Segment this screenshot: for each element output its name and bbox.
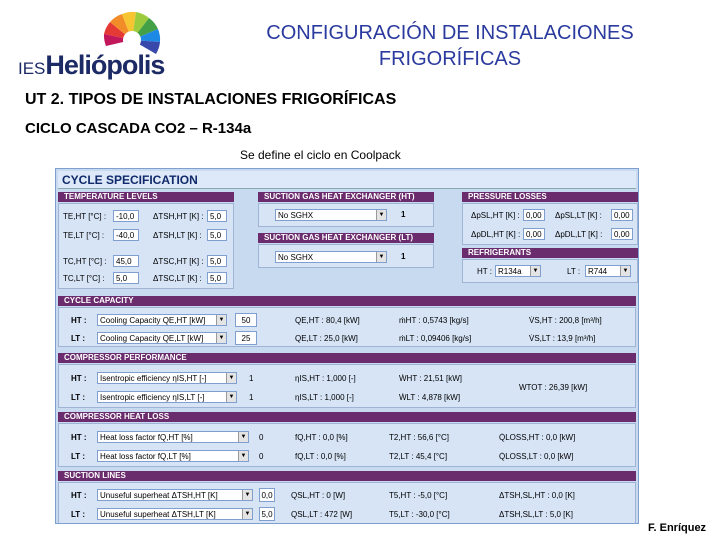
sghx-ht-panel bbox=[258, 203, 434, 227]
dpdl-ht-label: ΔpDL,HT [K] : bbox=[471, 230, 521, 239]
sl-ht-select[interactable]: Unuseful superheat ΔTSH,HT [K] ▼ bbox=[97, 489, 253, 501]
comp-lt-select[interactable]: Isentropic efficiency ηIS,LT [-] ▼ bbox=[97, 391, 237, 403]
coolpack-cycle-specification-window bbox=[55, 168, 639, 524]
dpsl-lt-input[interactable]: 0,00 bbox=[611, 209, 633, 221]
refrigerants-header: REFRIGERANTS bbox=[462, 248, 638, 258]
note-text: Se define el ciclo en Coolpack bbox=[240, 148, 401, 162]
chevron-down-icon: ▼ bbox=[226, 392, 236, 402]
te-lt-input[interactable]: -40,0 bbox=[113, 229, 139, 241]
cap-lt-select[interactable]: Cooling Capacity QE,LT [kW] ▼ bbox=[97, 332, 227, 344]
sl-result-q-lt: QSL,LT : 472 [W] bbox=[291, 510, 353, 519]
chevron-down-icon: ▼ bbox=[226, 373, 236, 383]
dtsc-lt-input[interactable]: 5,0 bbox=[207, 272, 227, 284]
title-line-2: FRIGORÍFICAS bbox=[378, 48, 522, 70]
chevron-down-icon: ▼ bbox=[376, 252, 386, 262]
comp-ht-value: 1 bbox=[249, 374, 254, 383]
dtsc-lt-label: ΔTSC,LT [K] : bbox=[153, 274, 202, 283]
logo-wordmark: IESHeliópolis bbox=[18, 50, 165, 80]
dpsl-lt-label: ΔpSL,LT [K] : bbox=[555, 211, 602, 220]
dtsc-ht-input[interactable]: 5,0 bbox=[207, 255, 227, 267]
ref-ht-label: HT : bbox=[477, 267, 492, 276]
comp-result-w-lt: ẆLT : 4,878 [kW] bbox=[399, 393, 461, 402]
hl-result-t2-ht: T2,HT : 56,6 [°C] bbox=[389, 433, 449, 442]
hl-result-fq-lt: fQ,LT : 0,0 [%] bbox=[295, 452, 346, 461]
temperature-levels-header: TEMPERATURE LEVELS bbox=[58, 192, 234, 202]
compressor-performance-panel bbox=[58, 364, 636, 408]
hl-result-t2-lt: T2,LT : 45,4 [°C] bbox=[389, 452, 448, 461]
hl-result-qloss-lt: Q̇LOSS,LT : 0,0 [kW] bbox=[499, 452, 574, 461]
chevron-down-icon: ▼ bbox=[242, 509, 252, 519]
sl-lt-label: LT : bbox=[71, 510, 86, 519]
sl-ht-input[interactable]: 0,0 bbox=[259, 488, 275, 502]
sl-result-q-ht: QSL,HT : 0 [W] bbox=[291, 491, 346, 500]
suction-lines-panel bbox=[58, 482, 636, 524]
hl-lt-select[interactable]: Heat loss factor fQ,LT [%] ▼ bbox=[97, 450, 249, 462]
comp-result-eta-ht: ηIS,HT : 1,000 [-] bbox=[295, 374, 356, 383]
chevron-down-icon: ▼ bbox=[216, 315, 226, 325]
ref-ht-select[interactable]: R134a ▼ bbox=[495, 265, 541, 277]
comp-ht-select[interactable]: Isentropic efficiency ηIS,HT [-] ▼ bbox=[97, 372, 237, 384]
sghx-ht-select[interactable]: No SGHX ▼ bbox=[275, 209, 387, 221]
sl-result-dtsh-lt: ΔTSH,SL,LT : 5,0 [K] bbox=[499, 510, 573, 519]
hl-ht-select[interactable]: Heat loss factor fQ,HT [%] ▼ bbox=[97, 431, 249, 443]
tc-ht-label: TC,HT [°C] : bbox=[63, 257, 107, 266]
title-line-1: CONFIGURACIÓN DE INSTALACIONES bbox=[266, 22, 634, 44]
chevron-down-icon: ▼ bbox=[530, 266, 540, 276]
chevron-down-icon: ▼ bbox=[376, 210, 386, 220]
tc-lt-input[interactable]: 5,0 bbox=[113, 272, 139, 284]
author-credit: F. Enríquez bbox=[648, 522, 707, 534]
dtsh-ht-label: ΔTSH,HT [K] : bbox=[153, 212, 204, 221]
te-ht-input[interactable]: -10,0 bbox=[113, 210, 139, 222]
hl-result-fq-ht: fQ,HT : 0,0 [%] bbox=[295, 433, 348, 442]
comp-lt-label: LT : bbox=[71, 393, 86, 402]
chevron-down-icon: ▼ bbox=[620, 266, 630, 276]
hl-result-qloss-ht: Q̇LOSS,HT : 0,0 [kW] bbox=[499, 433, 576, 442]
cap-lt-input[interactable]: 25 bbox=[235, 331, 257, 345]
dpdl-lt-label: ΔpDL,LT [K] : bbox=[555, 230, 603, 239]
tc-ht-input[interactable]: 45,0 bbox=[113, 255, 139, 267]
te-lt-label: TE,LT [°C] : bbox=[63, 231, 105, 240]
dtsh-ht-input[interactable]: 5,0 bbox=[207, 210, 227, 222]
sghx-lt-value: 1 bbox=[401, 252, 406, 261]
comp-result-w-tot: WTOT : 26,39 [kW] bbox=[519, 383, 588, 392]
chevron-down-icon: ▼ bbox=[242, 490, 252, 500]
compressor-performance-header: COMPRESSOR PERFORMANCE bbox=[58, 353, 636, 363]
cap-ht-select[interactable]: Cooling Capacity QE,HT [kW] ▼ bbox=[97, 314, 227, 326]
cap-lt-label: LT : bbox=[71, 334, 86, 343]
temperature-levels-panel bbox=[58, 203, 234, 289]
cap-result-m-lt: ṁLT : 0,09406 [kg/s] bbox=[399, 334, 472, 343]
compressor-heat-loss-panel bbox=[58, 423, 636, 467]
chevron-down-icon: ▼ bbox=[216, 333, 226, 343]
sl-lt-input[interactable]: 5,0 bbox=[259, 507, 275, 521]
sl-result-t5-ht: T5,HT : -5,0 [°C] bbox=[389, 491, 448, 500]
compressor-heat-loss-header: COMPRESSOR HEAT LOSS bbox=[58, 412, 636, 422]
pressure-losses-panel bbox=[462, 203, 638, 245]
dpsl-ht-label: ΔpSL,HT [K] : bbox=[471, 211, 520, 220]
ref-lt-label: LT : bbox=[567, 267, 581, 276]
sl-ht-label: HT : bbox=[71, 491, 87, 500]
cap-result-m-ht: ṁHT : 0,5743 [kg/s] bbox=[399, 316, 469, 325]
hl-ht-label: HT : bbox=[71, 433, 87, 442]
dtsc-ht-label: ΔTSC,HT [K] : bbox=[153, 257, 204, 266]
cap-result-qe-lt: QE,LT : 25,0 [kW] bbox=[295, 334, 358, 343]
pressure-losses-header: PRESSURE LOSSES bbox=[462, 192, 638, 202]
cap-result-qe-ht: QE,HT : 80,4 [kW] bbox=[295, 316, 360, 325]
comp-lt-value: 1 bbox=[249, 393, 254, 402]
sghx-lt-select[interactable]: No SGHX ▼ bbox=[275, 251, 387, 263]
dtsh-lt-label: ΔTSH,LT [K] : bbox=[153, 231, 202, 240]
comp-result-w-ht: ẆHT : 21,51 [kW] bbox=[399, 374, 462, 383]
sl-result-dtsh-ht: ΔTSH,SL,HT : 0,0 [K] bbox=[499, 491, 575, 500]
chevron-down-icon: ▼ bbox=[238, 432, 248, 442]
dpdl-ht-input[interactable]: 0,00 bbox=[523, 228, 545, 240]
window-title: CYCLE SPECIFICATION bbox=[58, 171, 636, 189]
comp-result-eta-lt: ηIS,LT : 1,000 [-] bbox=[295, 393, 354, 402]
hl-lt-label: LT : bbox=[71, 452, 86, 461]
ref-lt-select[interactable]: R744 ▼ bbox=[585, 265, 631, 277]
sl-result-t5-lt: T5,LT : -30,0 [°C] bbox=[389, 510, 450, 519]
subsection-heading: CICLO CASCADA CO2 – R-134a bbox=[25, 120, 252, 137]
sghx-lt-panel bbox=[258, 244, 434, 268]
sl-lt-select[interactable]: Unuseful superheat ΔTSH,LT [K] ▼ bbox=[97, 508, 253, 520]
dtsh-lt-input[interactable]: 5,0 bbox=[207, 229, 227, 241]
chevron-down-icon: ▼ bbox=[238, 451, 248, 461]
suction-lines-header: SUCTION LINES bbox=[58, 471, 636, 481]
section-heading: UT 2. TIPOS DE INSTALACIONES FRIGORÍFICAS bbox=[25, 91, 397, 108]
cap-result-vs-lt: V̇S,LT : 13,9 [m³/h] bbox=[529, 334, 596, 343]
cycle-capacity-panel bbox=[58, 307, 636, 347]
cap-ht-input[interactable]: 50 bbox=[235, 313, 257, 327]
sghx-ht-value: 1 bbox=[401, 210, 406, 219]
cap-ht-label: HT : bbox=[71, 316, 87, 325]
sghx-ht-header: SUCTION GAS HEAT EXCHANGER (HT) bbox=[258, 192, 434, 202]
dpdl-lt-input[interactable]: 0,00 bbox=[611, 228, 633, 240]
cap-result-vs-ht: V̇S,HT : 200,8 [m³/h] bbox=[529, 316, 602, 325]
refrigerants-panel bbox=[462, 259, 638, 283]
te-ht-label: TE,HT [°C] : bbox=[63, 212, 107, 221]
comp-ht-label: HT : bbox=[71, 374, 87, 383]
page-title bbox=[200, 20, 700, 72]
tc-lt-label: TC,LT [°C] : bbox=[63, 274, 105, 283]
cycle-capacity-header: CYCLE CAPACITY bbox=[58, 296, 636, 306]
sghx-lt-header: SUCTION GAS HEAT EXCHANGER (LT) bbox=[258, 233, 434, 243]
dpsl-ht-input[interactable]: 0,00 bbox=[523, 209, 545, 221]
hl-lt-value: 0 bbox=[259, 452, 264, 461]
hl-ht-value: 0 bbox=[259, 433, 264, 442]
